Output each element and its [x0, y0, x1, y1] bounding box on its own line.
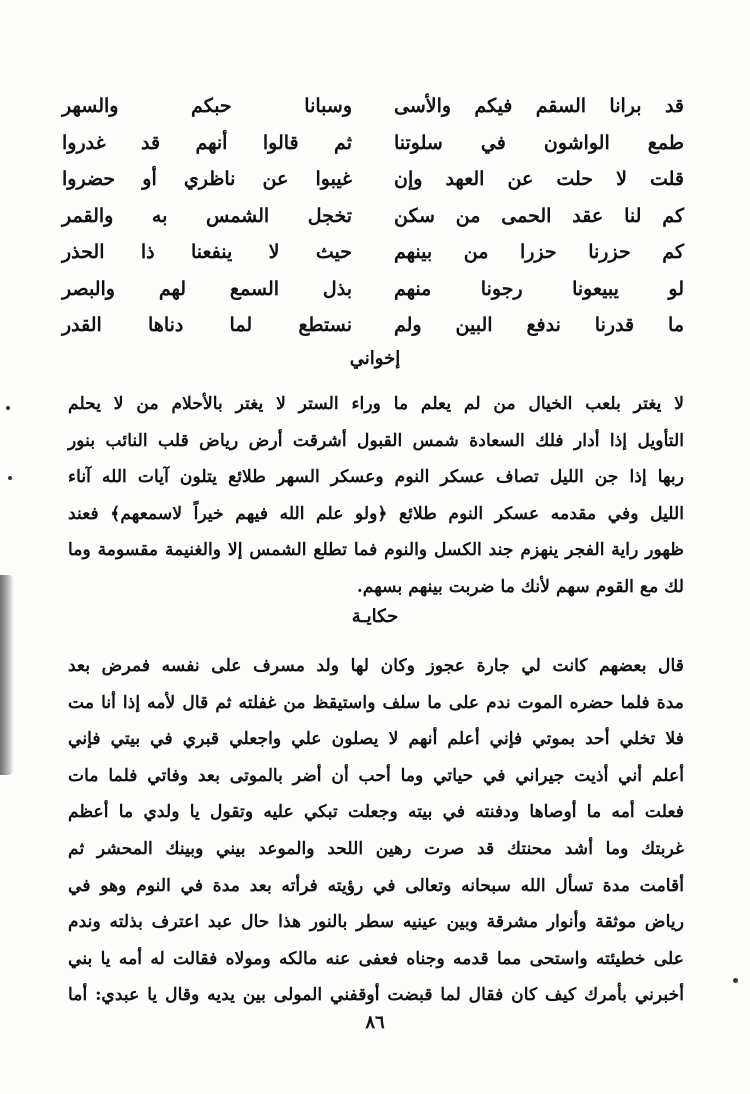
poem-verse [62, 125, 684, 162]
verse-first-hemistich: ما قدرنا ندفع البين ولم [394, 314, 684, 337]
poem-verse [62, 271, 684, 308]
paragraph-line: فلا تخلي أحد بموتي فإني أعلم أنهم لا يصلون علي واجعلي قبري في بيتي فإني [68, 729, 684, 750]
paragraph-line: الليل وفي مقدمه عسكر النوم طلائع ﴿ولو علم الله فيهم خيراً لاسمعهم﴾ فعند [68, 503, 684, 524]
verse-second-hemistich: حيث لا ينفعنا ذا الحذر [62, 241, 352, 264]
verse-second-hemistich: وسبانا حبكم والسهر [62, 95, 352, 118]
poem-verse [62, 307, 684, 344]
verse-second-hemistich: بذل السمع لهم والبصر [62, 277, 352, 300]
poem-verse [62, 198, 684, 235]
verse-first-hemistich: كم حزرنا حزرا من بينهم [394, 241, 684, 264]
paragraph-line: ظهور راية الفجر ينهزم جند الكسل والنوم فما تطلع الشمس إلا والغنيمة مقسومة وما [68, 540, 684, 561]
verse-second-hemistich: ثم قالوا أنهم قد غدروا [62, 131, 352, 154]
poem-verse [62, 234, 684, 271]
paragraph-line: لك مع القوم سهم لأنك ما ضربت بينهم بسهم. [356, 576, 684, 597]
poem [62, 88, 684, 344]
paragraph-line: غربتك وما أشد محنتك قد صرت رهين اللحد والموعد بيني وبينك المحشر ثم [68, 838, 684, 859]
paragraph-line: أخبرني بأمرك كيف كان فقال لما قبضت أوقفني المولى بين يديه وقال يا عبدي: أما [68, 985, 684, 1006]
verse-first-hemistich: كم لنا عقد الحمى من سكن [394, 204, 684, 227]
verse-first-hemistich: لو يبيعونا رجونا منهم [394, 277, 684, 300]
paragraph-line: التأويل إذا أدار فلك السعادة شمس القبول أشرقت أرض رياض قلب النائب بنور [68, 430, 684, 451]
margin-dot [6, 406, 10, 410]
paragraph-line: مدة فلما حضره الموت ندم على ما سلف واستيقظ من غفلته ثم قال لأمه إذا أنا مت [68, 692, 684, 713]
verse-first-hemistich: قد برانا السقم فيكم والأسى [394, 95, 684, 118]
verse-first-hemistich: طمع الواشون في سلوتنا [394, 131, 684, 154]
section-heading-hikaya: حكايـة [351, 606, 399, 627]
poem-verse [62, 88, 684, 125]
paragraph-line: أعلم أني أذيت جيراني في حياتي وما أحب أن أضر بالموتى بعد وفاتي فلما مات [68, 765, 684, 786]
paragraph-line: أقامت مدة تسأل الله سبحانه وتعالى في رؤيته فرأته بعد مدة في النوم وهو في [68, 875, 684, 896]
paragraph-line: لا يغتر بلعب الخيال من لم يعلم ما وراء الستر لا يغتر بالأحلام من لا يحلم [68, 394, 684, 414]
paragraph-line: قال بعضهم كانت لي جارة عجوز وكان لها ولد مسرف على نفسه فمرض بعد [68, 656, 684, 676]
margin-dot [733, 978, 738, 983]
verse-second-hemistich: غيبوا عن ناظري أو حضروا [62, 168, 352, 191]
verse-second-hemistich: تخجل الشمس به والقمر [62, 204, 352, 227]
poem-verse [62, 161, 684, 198]
paragraph-line: على خطيئته واستحى مما قدمه وجناه فعفى عنه مالكه ومولاه فقالت له أمه يا بني [68, 948, 684, 969]
margin-dot [8, 476, 12, 480]
page-number: ٨٦ [365, 1012, 385, 1033]
verse-second-hemistich: نستطع لما دناها القدر [62, 314, 352, 337]
paragraph-hikaya [68, 648, 684, 1014]
paragraph-line: فعلت أمه ما أوصاها ودفنته في بيته وجعلت تبكي عليه وتقول يا ولدي ما أعظم [68, 802, 684, 823]
paragraph-line: ربها إذا جن الليل تصاف عسكر النوم وعسكر السهر طلائع يتلون آيات الله آناء [68, 467, 684, 488]
section-heading-ikhwani: إخواني [349, 348, 401, 369]
verse-first-hemistich: قلت لا حلت عن العهد وإن [394, 168, 684, 191]
paragraph-ikhwani [68, 386, 684, 606]
paragraph-line: رياض موثقة وأنوار مشرقة وبين عينيه سطر بالنور هذا حال عبد اعترف بذلته وندم [68, 912, 684, 933]
book-binding-edge [0, 575, 14, 775]
